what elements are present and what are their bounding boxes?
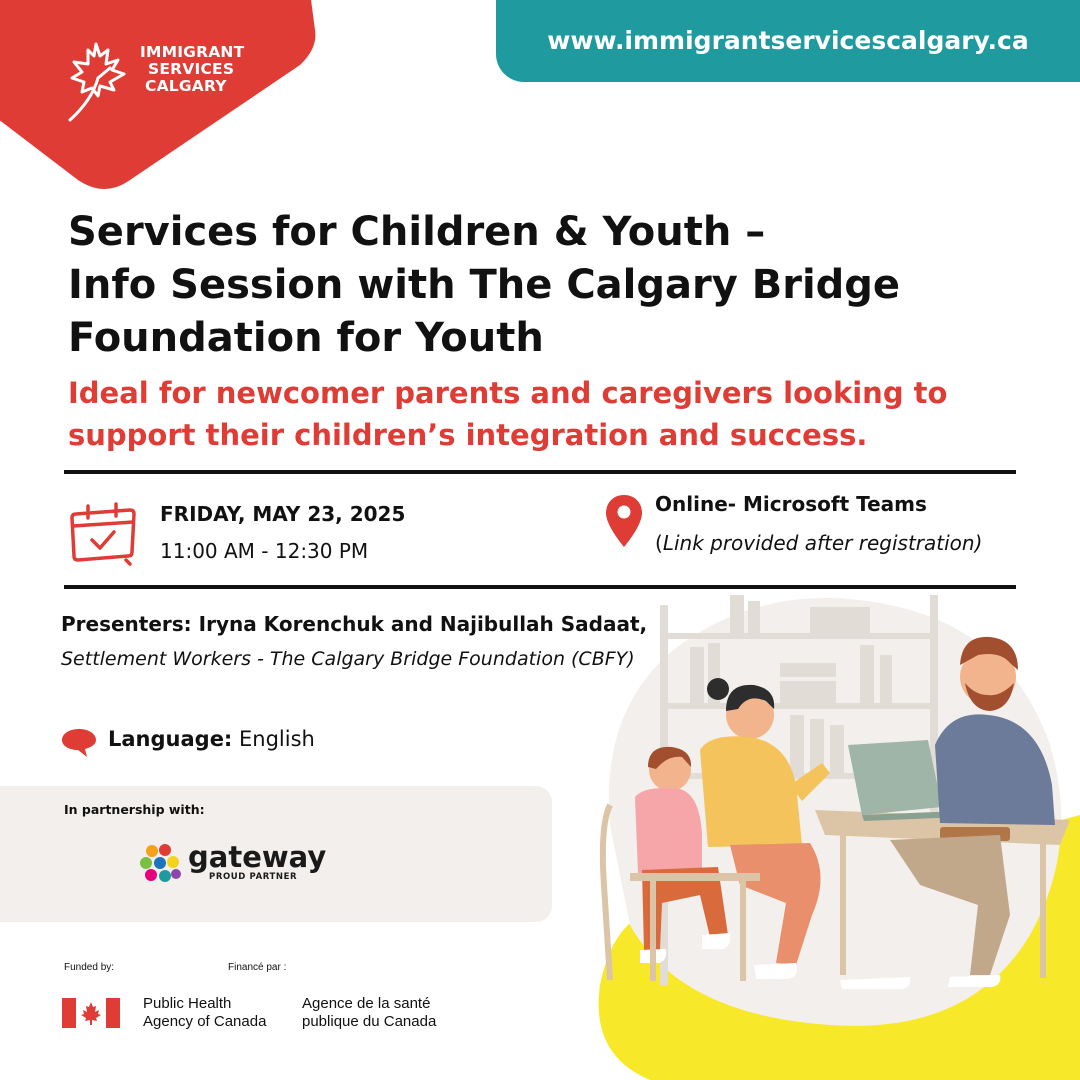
event-subtitle-line: Ideal for newcomer parents and caregivers looking to (68, 376, 948, 410)
event-title-line: Info Session with The Calgary Bridge (68, 262, 901, 308)
location-note-text: Link provided after registration) (662, 531, 983, 555)
family-meeting-illustration (590, 585, 1080, 1080)
funded-by-label-fr: Financé par : (228, 962, 287, 973)
agency-name-line: Agence de la santé (302, 995, 431, 1012)
brand-banner-shape (0, 0, 340, 200)
event-subtitle-line: support their children’s integration and success. (68, 418, 868, 452)
event-location-note (655, 531, 982, 555)
event-title-line: Services for Children & Youth – (68, 209, 766, 255)
event-title-line: Foundation for Youth (68, 315, 544, 361)
agency-name-line: publique du Canada (302, 1013, 437, 1030)
divider-top (64, 470, 1016, 474)
brand-name-line: IMMIGRANT (140, 43, 245, 61)
event-location: Online- Microsoft Teams (655, 492, 927, 516)
brand-name-line: CALGARY (145, 77, 227, 95)
language-label: Language: (108, 727, 233, 751)
partner-name: gateway (188, 840, 327, 874)
website-banner (496, 0, 1080, 82)
location-note-paren: ( (655, 531, 663, 555)
map-pin-icon (604, 493, 644, 549)
partnership-label: In partnership with: (64, 802, 205, 817)
event-date: FRIDAY, MAY 23, 2025 (160, 502, 406, 526)
agency-name-en (143, 995, 266, 1031)
presenters: Presenters: Iryna Korenchuk and Najibullah Sadaat, (61, 612, 648, 636)
website-link[interactable]: www.immigrantservicescalgary.ca (547, 26, 1029, 55)
speech-bubble-icon (60, 727, 98, 759)
agency-name-line: Public Health (143, 995, 232, 1012)
presenters-role: Settlement Workers - The Calgary Bridge Foundation (CBFY) (61, 648, 635, 670)
funded-by-label: Funded by: (64, 962, 115, 973)
partner-tagline: PROUD PARTNER (209, 872, 298, 882)
agency-name-fr (302, 995, 436, 1031)
event-time: 11:00 AM - 12:30 PM (160, 539, 369, 563)
maple-leaf-icon (62, 38, 134, 122)
calendar-check-icon (68, 500, 138, 566)
event-subtitle (68, 372, 1028, 456)
brand-name (140, 44, 244, 95)
canada-flag-icon (62, 998, 120, 1028)
event-language (108, 727, 315, 751)
agency-name-line: Agency of Canada (143, 1013, 267, 1030)
language-value: English (232, 727, 315, 751)
brand-name-line: SERVICES (148, 60, 235, 78)
event-title (68, 206, 1028, 365)
gateway-logo-icon (138, 842, 182, 886)
brand-banner (0, 0, 340, 200)
